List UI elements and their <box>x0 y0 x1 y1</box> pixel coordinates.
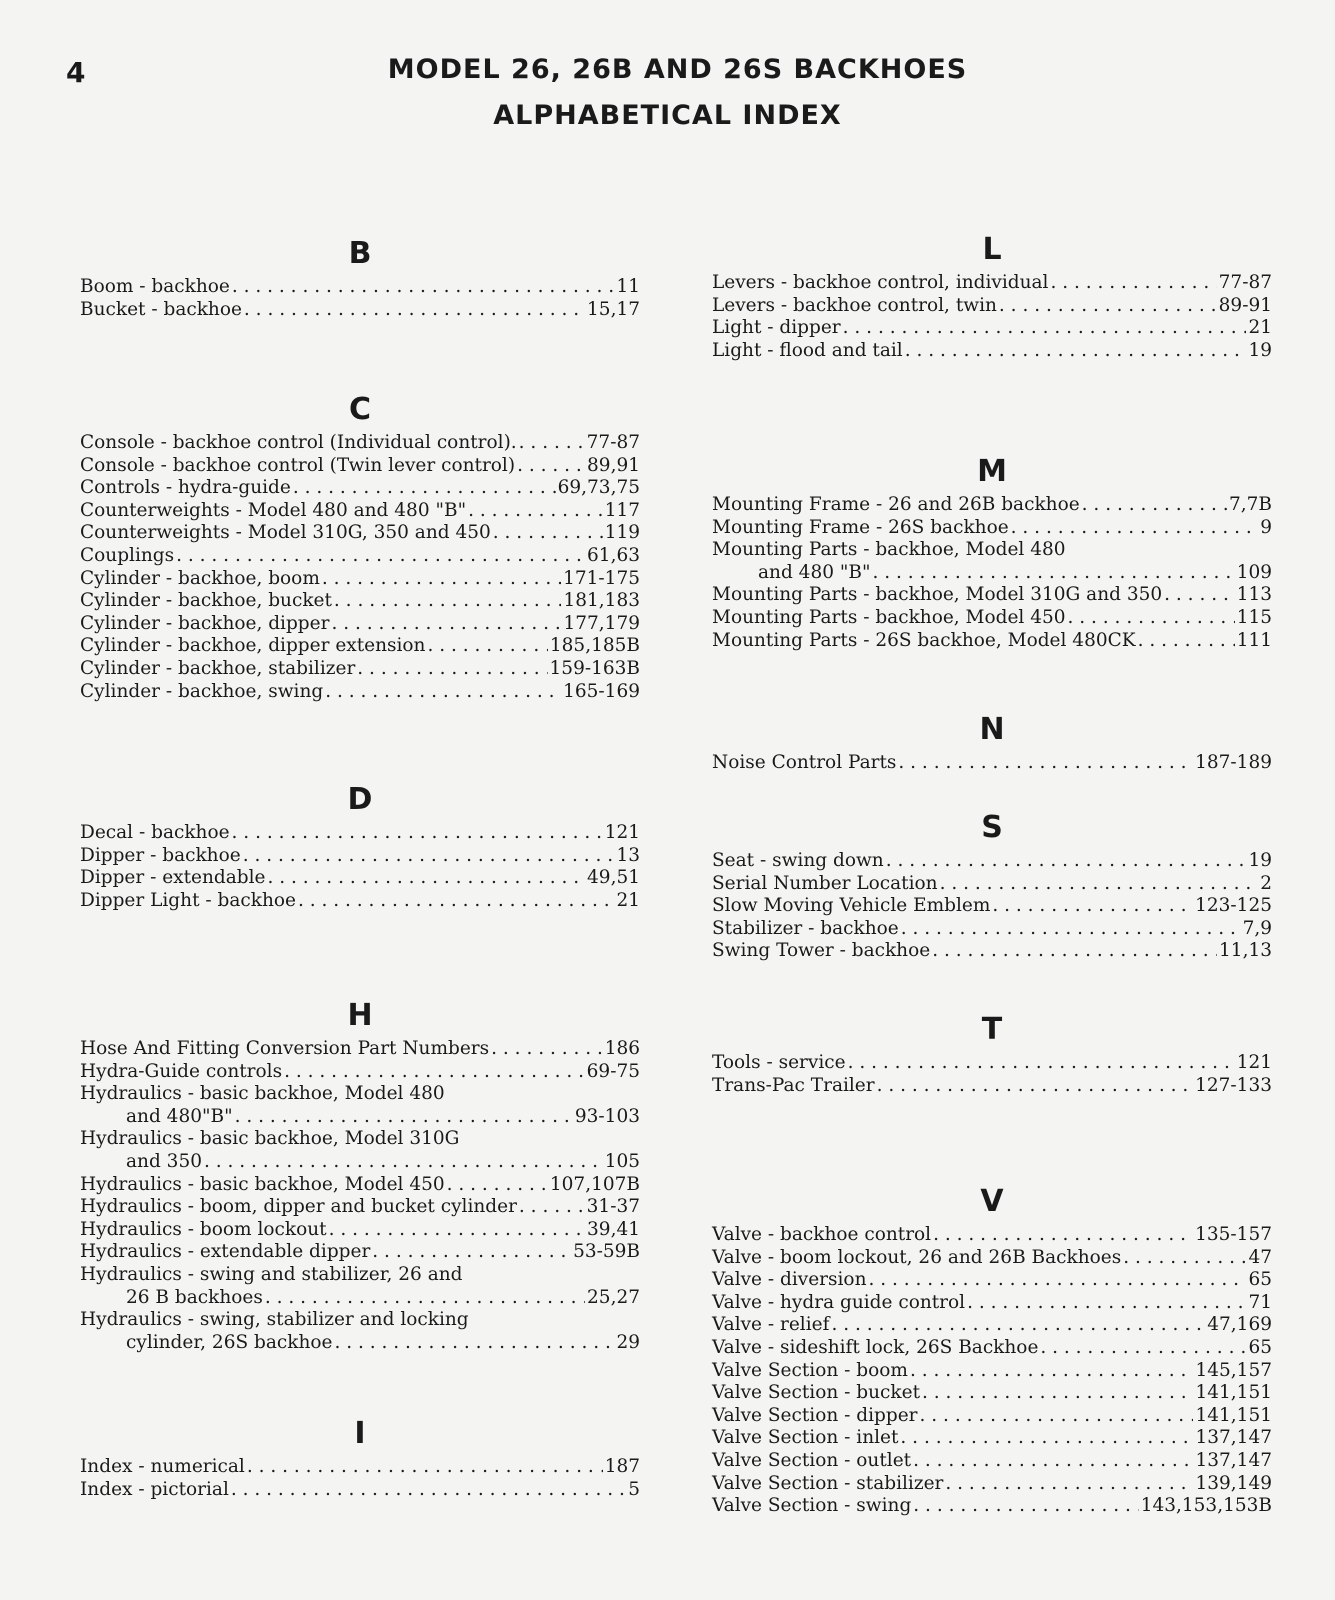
entry-label: Cylinder - backhoe, dipper <box>80 612 330 634</box>
entry-pages: 143,153,153B <box>1140 1495 1272 1517</box>
dot-leader <box>334 1332 614 1355</box>
index-entry <box>712 317 1272 340</box>
dot-leader <box>519 1196 585 1219</box>
entry-label: Valve Section - stabilizer <box>712 1472 944 1494</box>
entry-pages: 145,157 <box>1195 1359 1272 1381</box>
dot-leader <box>235 1106 573 1129</box>
entry-label: Valve Section - bucket <box>712 1382 920 1404</box>
dot-leader <box>427 635 547 658</box>
dot-leader <box>372 1241 571 1264</box>
entry-label: 26 B backhoes <box>126 1286 263 1308</box>
entry-pages: 7,7B <box>1228 494 1272 515</box>
section-D <box>80 780 640 912</box>
entry-label: Mounting Parts - backhoe, Model 310G and 350 <box>712 584 1163 606</box>
index-entry <box>80 867 640 890</box>
entry-label: Cylinder - backhoe, swing <box>80 680 324 702</box>
index-entry <box>712 517 1272 540</box>
dot-leader <box>933 1224 1193 1247</box>
entry-pages: 19 <box>1248 850 1272 871</box>
entry-label: Valve Section - dipper <box>712 1404 918 1426</box>
dot-leader <box>1068 607 1235 630</box>
entry-label: Counterweights - Model 310G, 350 and 450 <box>80 522 491 544</box>
dot-leader <box>447 1174 548 1197</box>
dot-leader <box>869 1269 1247 1292</box>
entry-label: Noise Control Parts <box>712 752 897 773</box>
index-entry <box>712 272 1272 295</box>
index-entry <box>80 455 640 478</box>
index-entry <box>80 1061 640 1084</box>
index-entry <box>80 568 640 591</box>
index-entry <box>712 1052 1272 1075</box>
dot-leader <box>468 500 603 523</box>
entry-pages: 15,17 <box>587 298 640 320</box>
entry-label: Hydraulics - basic backhoe, Model 450 <box>80 1173 445 1195</box>
index-entry <box>712 850 1272 873</box>
section-N <box>712 710 1272 775</box>
entry-label: Decal - backhoe <box>80 822 230 843</box>
index-entry <box>80 432 640 455</box>
entry-label: Mounting Parts - backhoe, Model 480 <box>712 539 1066 561</box>
entry-label: Valve - backhoe control <box>712 1224 932 1245</box>
entry-pages: 11,13 <box>1219 940 1272 962</box>
entry-pages: 141,151 <box>1195 1382 1272 1404</box>
entry-pages: 117 <box>604 499 640 521</box>
entry-label: Index - pictorial <box>80 1478 229 1500</box>
index-entry <box>80 299 640 322</box>
dot-leader <box>491 1038 603 1061</box>
dot-leader <box>232 822 603 845</box>
entry-label: Console - backhoe control (Twin lever control) <box>80 454 516 476</box>
dot-leader <box>999 295 1217 318</box>
index-entry <box>712 562 1272 585</box>
dot-leader <box>243 845 615 868</box>
dot-leader <box>1123 1247 1246 1270</box>
section-L <box>712 230 1272 362</box>
index-entry <box>712 1427 1272 1450</box>
index-entry <box>80 1106 640 1129</box>
entry-label: and 350 <box>126 1150 202 1172</box>
entry-pages: 5 <box>628 1478 640 1500</box>
dot-leader <box>910 1360 1194 1383</box>
entry-label: Hydraulics - boom, dipper and bucket cylinder <box>80 1196 517 1218</box>
entry-label: Serial Number Location <box>712 872 938 894</box>
entry-pages: 69-75 <box>586 1060 640 1082</box>
entry-pages: 123-125 <box>1195 895 1272 917</box>
entry-label: Seat - swing down <box>712 850 884 871</box>
entry-pages: 21 <box>616 889 640 911</box>
entry-pages: 7,9 <box>1242 917 1272 939</box>
entry-label: Valve Section - inlet <box>712 1427 899 1449</box>
index-entry <box>80 1456 640 1479</box>
entry-label: Index - numerical <box>80 1456 245 1477</box>
entry-label: Bucket - backhoe <box>80 298 242 320</box>
index-entry <box>712 607 1272 630</box>
entry-pages: 69,73,75 <box>557 477 640 499</box>
index-entry <box>712 340 1272 363</box>
entry-pages: 165-169 <box>563 680 640 702</box>
entry-pages: 107,107B <box>549 1173 640 1195</box>
entry-label: Dipper - extendable <box>80 867 266 889</box>
index-title: ALPHABETICAL INDEX <box>493 100 842 131</box>
index-entry <box>712 1075 1272 1098</box>
index-entry <box>712 1495 1272 1518</box>
entry-pages: 47,169 <box>1207 1314 1272 1336</box>
entry-label: Cylinder - backhoe, dipper extension <box>80 635 426 657</box>
entry-label: Valve Section - outlet <box>712 1449 912 1471</box>
entry-pages: 77-87 <box>586 432 640 453</box>
index-entry <box>80 1083 640 1106</box>
entry-label: Swing Tower - backhoe <box>712 940 931 962</box>
dot-leader <box>331 613 561 636</box>
index-entry <box>712 1247 1272 1270</box>
entry-pages: 29 <box>616 1331 640 1353</box>
dot-leader <box>831 1314 1205 1337</box>
dot-leader <box>322 568 561 591</box>
entry-label: Levers - backhoe control, individual <box>712 272 1049 293</box>
index-entry <box>712 940 1272 963</box>
section-letter: L <box>982 232 1002 267</box>
index-entry <box>80 845 640 868</box>
index-entry <box>712 1450 1272 1473</box>
index-entry <box>80 1128 640 1151</box>
entry-label: Hydraulics - basic backhoe, Model 480 <box>80 1083 445 1105</box>
page-number: 4 <box>66 56 86 89</box>
entry-label: Mounting Parts - 26S backhoe, Model 480CK <box>712 629 1136 651</box>
dot-leader <box>898 752 1193 775</box>
entry-label: Couplings <box>80 544 175 566</box>
entry-pages: 47 <box>1248 1246 1272 1268</box>
entry-pages: 113 <box>1236 584 1272 606</box>
entry-pages: 93-103 <box>574 1105 640 1127</box>
dot-leader <box>932 940 1217 963</box>
entry-label: Levers - backhoe control, twin <box>712 294 997 316</box>
index-entry <box>712 1337 1272 1360</box>
entry-label: and 480 "B" <box>758 561 871 583</box>
index-entry <box>80 477 640 500</box>
index-entry <box>712 1269 1272 1292</box>
dot-leader <box>232 276 615 299</box>
dot-leader <box>247 1456 603 1479</box>
section-letter: T <box>981 1012 1003 1047</box>
index-entry <box>712 295 1272 318</box>
entry-pages: 71 <box>1248 1291 1272 1313</box>
dot-leader <box>1050 272 1216 295</box>
dot-leader <box>519 432 585 455</box>
index-entry <box>80 500 640 523</box>
entry-label: Cylinder - backhoe, bucket <box>80 590 332 612</box>
entry-label: Mounting Frame - 26 and 26B backhoe <box>712 494 1080 515</box>
entry-label: Dipper Light - backhoe <box>80 889 296 911</box>
index-entry <box>80 1264 640 1287</box>
entry-label: Valve - sideshift lock, 26S Backhoe <box>712 1336 1039 1358</box>
dot-leader <box>920 1405 1194 1428</box>
index-entry <box>80 1287 640 1310</box>
dot-leader <box>357 658 547 681</box>
index-entry <box>712 1405 1272 1428</box>
dot-leader <box>945 1473 1193 1496</box>
entry-label: Valve Section - swing <box>712 1495 912 1517</box>
entry-pages: 25,27 <box>587 1286 640 1308</box>
dot-leader <box>848 1052 1235 1075</box>
dot-leader <box>913 1450 1193 1473</box>
section-B <box>80 234 640 321</box>
entry-pages: 13 <box>616 844 640 866</box>
index-entry <box>80 613 640 636</box>
index-entry <box>712 1473 1272 1496</box>
entry-pages: 119 <box>604 522 640 544</box>
document-title: MODEL 26, 26B AND 26S BACKHOES <box>387 54 968 85</box>
dot-leader <box>293 477 556 500</box>
entry-pages: 137,147 <box>1195 1449 1272 1471</box>
entry-pages: 181,183 <box>563 590 640 612</box>
entry-pages: 31-37 <box>586 1196 640 1218</box>
index-entry <box>712 539 1272 562</box>
index-entry <box>80 590 640 613</box>
section-letter: H <box>347 998 373 1033</box>
section-V <box>712 1182 1272 1518</box>
entry-label: Hydraulics - extendable dipper <box>80 1241 371 1263</box>
entry-pages: 187-189 <box>1195 752 1272 773</box>
index-entry <box>712 630 1272 653</box>
entry-pages: 109 <box>1236 561 1272 583</box>
entry-pages: 21 <box>1248 317 1272 339</box>
entry-pages: 19 <box>1248 339 1272 361</box>
index-entry <box>712 494 1272 517</box>
dot-leader <box>265 1287 585 1310</box>
entry-label: Cylinder - backhoe, stabilizer <box>80 657 356 679</box>
dot-leader <box>1040 1337 1246 1360</box>
dot-leader <box>886 850 1247 873</box>
dot-leader <box>176 545 585 568</box>
dot-leader <box>967 1292 1246 1315</box>
entry-pages: 111 <box>1236 629 1272 651</box>
entry-label: Controls - hydra-guide <box>80 477 291 499</box>
dot-leader <box>334 590 562 613</box>
dot-leader <box>1011 517 1259 540</box>
entry-label: Mounting Parts - backhoe, Model 450 <box>712 606 1066 628</box>
dot-leader <box>204 1151 603 1174</box>
entry-label: Valve - diversion <box>712 1269 867 1291</box>
entry-label: Light - flood and tail <box>712 339 903 361</box>
dot-leader <box>284 1061 585 1084</box>
entry-pages: 89-91 <box>1218 294 1272 316</box>
section-letter: V <box>980 1184 1004 1219</box>
section-S <box>712 808 1272 963</box>
entry-pages: 49,51 <box>587 867 640 889</box>
entry-pages: 65 <box>1248 1269 1272 1291</box>
entry-label: Hydraulics - basic backhoe, Model 310G <box>80 1128 460 1150</box>
dot-leader <box>231 1479 626 1502</box>
dot-leader <box>329 1219 585 1242</box>
index-entry <box>80 1332 640 1355</box>
entry-label: and 480"B" <box>126 1105 233 1127</box>
entry-pages: 89,91 <box>587 454 640 476</box>
dot-leader <box>1164 584 1235 607</box>
index-entry <box>712 752 1272 775</box>
entry-label: Valve Section - boom <box>712 1359 908 1381</box>
dot-leader <box>1138 630 1235 653</box>
entry-label: Dipper - backhoe <box>80 844 241 866</box>
entry-pages: 65 <box>1248 1336 1272 1358</box>
section-letter: I <box>354 1416 366 1451</box>
section-letter: S <box>981 810 1003 845</box>
entry-label: Mounting Frame - 26S backhoe <box>712 516 1009 538</box>
index-entry <box>712 1292 1272 1315</box>
index-entry <box>80 545 640 568</box>
entry-label: Valve - hydra guide control <box>712 1291 966 1313</box>
entry-pages: 141,151 <box>1195 1404 1272 1426</box>
entry-pages: 11 <box>616 276 640 297</box>
entry-label: Valve - relief <box>712 1314 830 1336</box>
section-letter: D <box>347 782 373 817</box>
index-entry <box>80 1038 640 1061</box>
dot-leader <box>872 562 1234 585</box>
entry-label: Hydraulics - swing and stabilizer, 26 and <box>80 1263 463 1285</box>
dot-leader <box>940 873 1259 896</box>
section-I <box>80 1414 640 1501</box>
entry-pages: 159-163B <box>549 657 640 679</box>
dot-leader <box>905 340 1247 363</box>
index-entry <box>712 1224 1272 1247</box>
dot-leader <box>913 1495 1138 1518</box>
dot-leader <box>268 867 586 890</box>
dot-leader <box>877 1075 1194 1098</box>
entry-label: Tools - service <box>712 1052 846 1073</box>
entry-pages: 9 <box>1260 516 1272 538</box>
entry-pages: 185,185B <box>549 635 640 657</box>
section-letter: N <box>979 712 1005 747</box>
index-entry <box>80 1151 640 1174</box>
entry-label: Boom - backhoe <box>80 276 230 297</box>
entry-pages: 171-175 <box>563 567 640 589</box>
dot-leader <box>1082 494 1227 517</box>
dot-leader <box>900 1427 1193 1450</box>
entry-label: Valve - boom lockout, 26 and 26B Backhoes <box>712 1246 1122 1268</box>
index-entry <box>80 1479 640 1502</box>
index-entry <box>80 522 640 545</box>
section-T <box>712 1010 1272 1097</box>
entry-label: Hydraulics - boom lockout <box>80 1218 327 1240</box>
index-entry <box>80 890 640 913</box>
index-entry <box>80 681 640 704</box>
index-entry <box>712 1314 1272 1337</box>
section-C <box>80 390 640 703</box>
section-letter: C <box>348 392 372 427</box>
entry-label: Console - backhoe control (Individual control). <box>80 432 517 453</box>
index-entry <box>80 1219 640 1242</box>
entry-label: Hydra-Guide controls <box>80 1060 283 1082</box>
entry-pages: 53-59B <box>573 1241 640 1263</box>
section-letter: B <box>348 236 372 271</box>
index-entry <box>80 276 640 299</box>
entry-label: Hydraulics - swing, stabilizer and locking <box>80 1309 469 1331</box>
dot-leader <box>843 317 1247 340</box>
entry-label: Slow Moving Vehicle Emblem <box>712 895 991 917</box>
entry-pages: 137,147 <box>1195 1427 1272 1449</box>
entry-pages: 186 <box>604 1038 640 1059</box>
section-H <box>80 996 640 1354</box>
index-entry <box>712 584 1272 607</box>
index-entry <box>712 1382 1272 1405</box>
index-entry <box>80 635 640 658</box>
entry-label: Light - dipper <box>712 317 841 339</box>
index-entry <box>712 1360 1272 1383</box>
entry-pages: 127-133 <box>1195 1074 1272 1096</box>
entry-pages: 139,149 <box>1195 1472 1272 1494</box>
entry-label: Cylinder - backhoe, boom <box>80 567 320 589</box>
index-entry <box>712 918 1272 941</box>
section-M <box>712 452 1272 652</box>
entry-pages: 105 <box>604 1150 640 1172</box>
entry-pages: 177,179 <box>563 612 640 634</box>
dot-leader <box>244 299 585 322</box>
entry-pages: 121 <box>1236 1052 1272 1073</box>
dot-leader <box>325 681 561 704</box>
dot-leader <box>517 455 585 478</box>
dot-leader <box>298 890 614 913</box>
entry-pages: 115 <box>1236 606 1272 628</box>
index-entry <box>80 1309 640 1332</box>
entry-label: Hose And Fitting Conversion Part Numbers <box>80 1038 490 1059</box>
entry-label: Counterweights - Model 480 and 480 "B" <box>80 499 467 521</box>
entry-pages: 135-157 <box>1195 1224 1272 1245</box>
entry-pages: 39,41 <box>587 1218 640 1240</box>
entry-pages: 2 <box>1260 872 1272 894</box>
index-entry <box>712 873 1272 896</box>
entry-pages: 61,63 <box>587 544 640 566</box>
index-entry <box>80 1174 640 1197</box>
index-entry <box>80 1196 640 1219</box>
section-letter: M <box>977 454 1007 489</box>
dot-leader <box>493 522 603 545</box>
entry-label: Stabilizer - backhoe <box>712 917 899 939</box>
entry-label: Trans-Pac Trailer <box>712 1074 875 1096</box>
entry-pages: 77-87 <box>1218 272 1272 293</box>
index-entry <box>80 822 640 845</box>
entry-pages: 121 <box>604 822 640 843</box>
entry-label: cylinder, 26S backhoe <box>126 1331 333 1353</box>
dot-leader <box>922 1382 1193 1405</box>
index-entry <box>80 1241 640 1264</box>
dot-leader <box>992 895 1193 918</box>
index-entry <box>712 895 1272 918</box>
index-entry <box>80 658 640 681</box>
dot-leader <box>901 918 1241 941</box>
entry-pages: 187 <box>604 1456 640 1477</box>
